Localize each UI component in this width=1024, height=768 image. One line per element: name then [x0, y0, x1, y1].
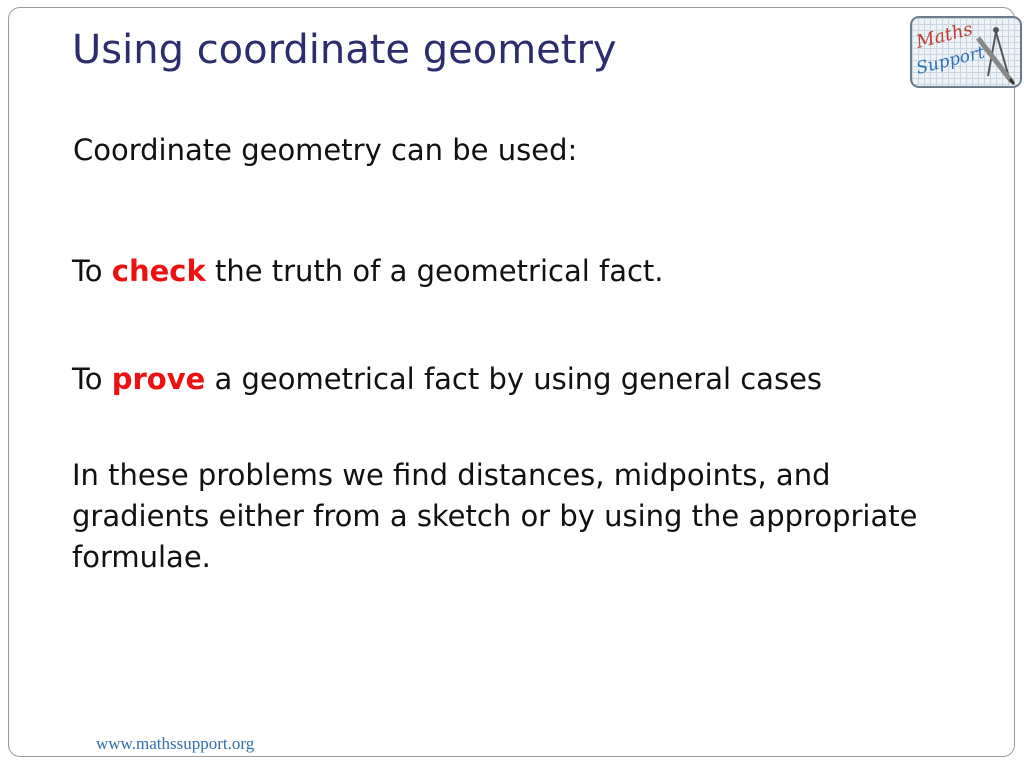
prove-suffix: a geometrical fact by using general cases: [205, 362, 823, 396]
maths-support-logo-icon: [912, 18, 1020, 86]
page-title: Using coordinate geometry: [72, 27, 617, 73]
logo-maths-text: Maths: [914, 18, 975, 53]
prove-keyword: prove: [111, 362, 206, 396]
explanation-paragraph: In these problems we find distances, midpoints, and gradients either from a sketch or by using the appropriate formulae.: [72, 458, 918, 574]
prove-statement: [72, 359, 822, 399]
prove-prefix: To: [72, 362, 112, 396]
check-statement: [72, 251, 664, 291]
footer-link[interactable]: www.mathssupport.org: [96, 734, 255, 753]
check-suffix: the truth of a geometrical fact.: [205, 254, 664, 288]
check-prefix: To: [72, 254, 112, 288]
slide-frame: [8, 7, 1015, 757]
check-keyword: check: [111, 254, 206, 288]
maths-support-logo: [910, 16, 1022, 88]
logo-support-text: Support: [914, 42, 987, 79]
intro-text: Coordinate geometry can be used:: [73, 133, 578, 167]
